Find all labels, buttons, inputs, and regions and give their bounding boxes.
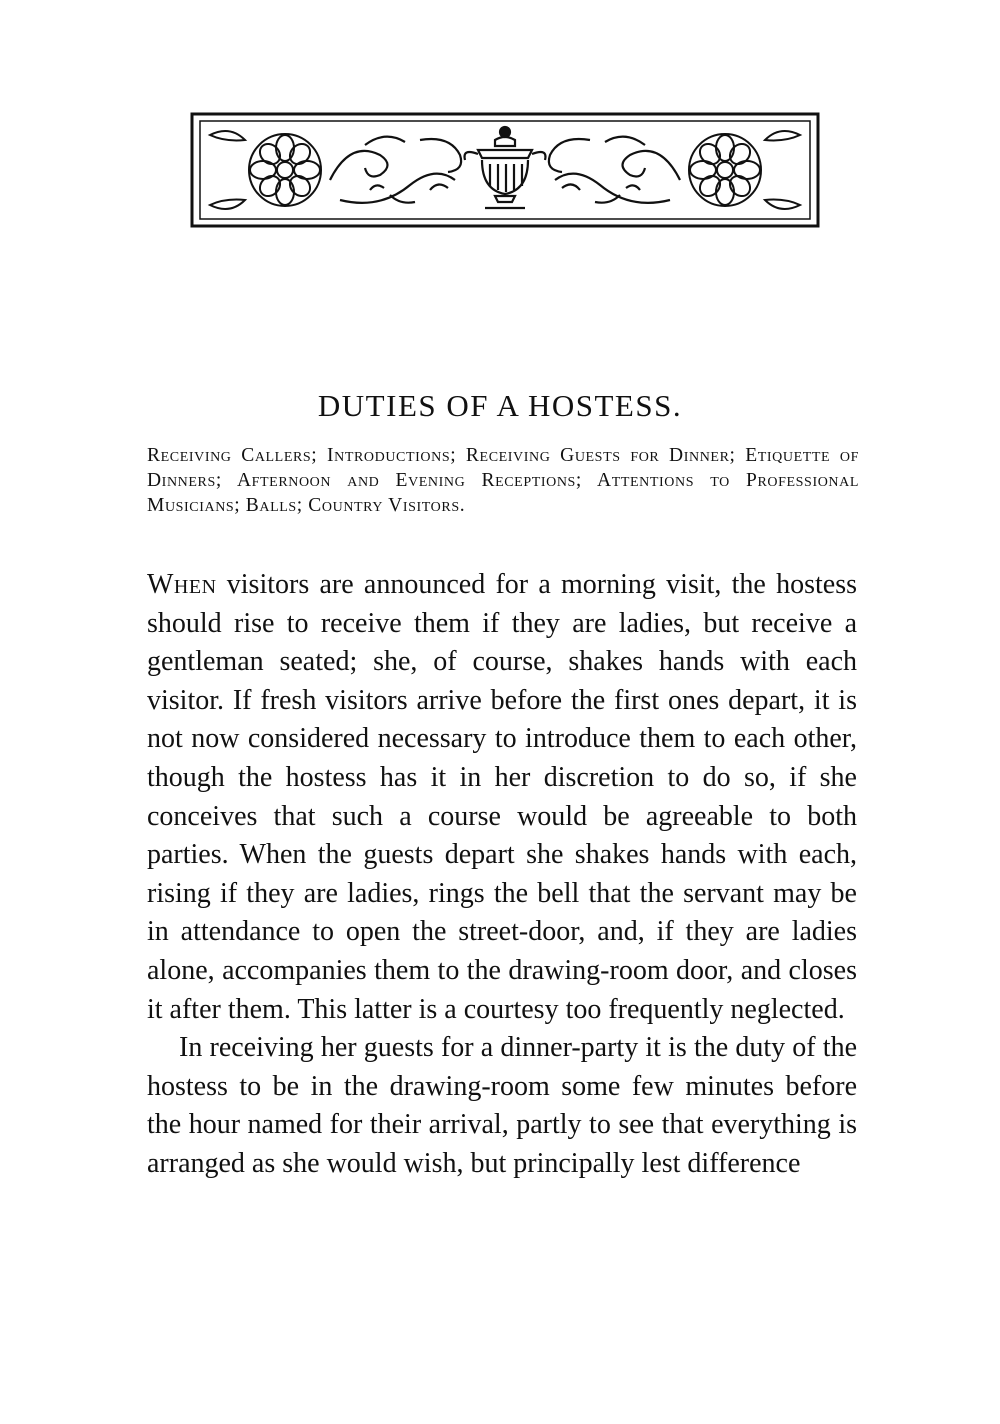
paragraph-1-text: visitors are announced for a morning visit, the hostess should rise to receive them if they are ladies, but receive a gentleman seated; she, of course, shakes hands with each visitor. If fresh visitors arrive before the first ones depart, it is not now considered necessary to introduce them to each other, though the hostess has it in her discretion to do so, if she conceives that such a course would be agreeable to both parties. When the guests depart she shakes hands with each, rising if they are ladies, rings the bell that the servant may be in attendance to open the street-door, and, if they are ladies alone, accompanies them to the drawing-room door, and closes it after them. This latter is a courtesy too frequently neglected.	[147, 569, 857, 1025]
floral-urn-ornament-icon	[190, 110, 820, 230]
header-ornament-border	[190, 110, 820, 230]
paragraph-1-lead-word: When	[147, 569, 217, 600]
paragraph-1	[147, 566, 857, 1029]
paragraph-2: In receiving her guests for a dinner-party it is the duty of the hostess to be in the drawing-room some few minutes before the hour named for their arrival, partly to see that everything is arranged as she would wish, but principally lest difference	[147, 1032, 857, 1179]
chapter-title: DUTIES OF A HOSTESS.	[317, 388, 683, 423]
body-text	[147, 566, 857, 1184]
chapter-synopsis: Receiving Callers; Introductions; Receiving Guests for Dinner; Etiquette of Dinners; Afternoon and Evening Receptions; Attentions to Professional Musicians; Balls; Country Visitors.	[147, 445, 859, 516]
